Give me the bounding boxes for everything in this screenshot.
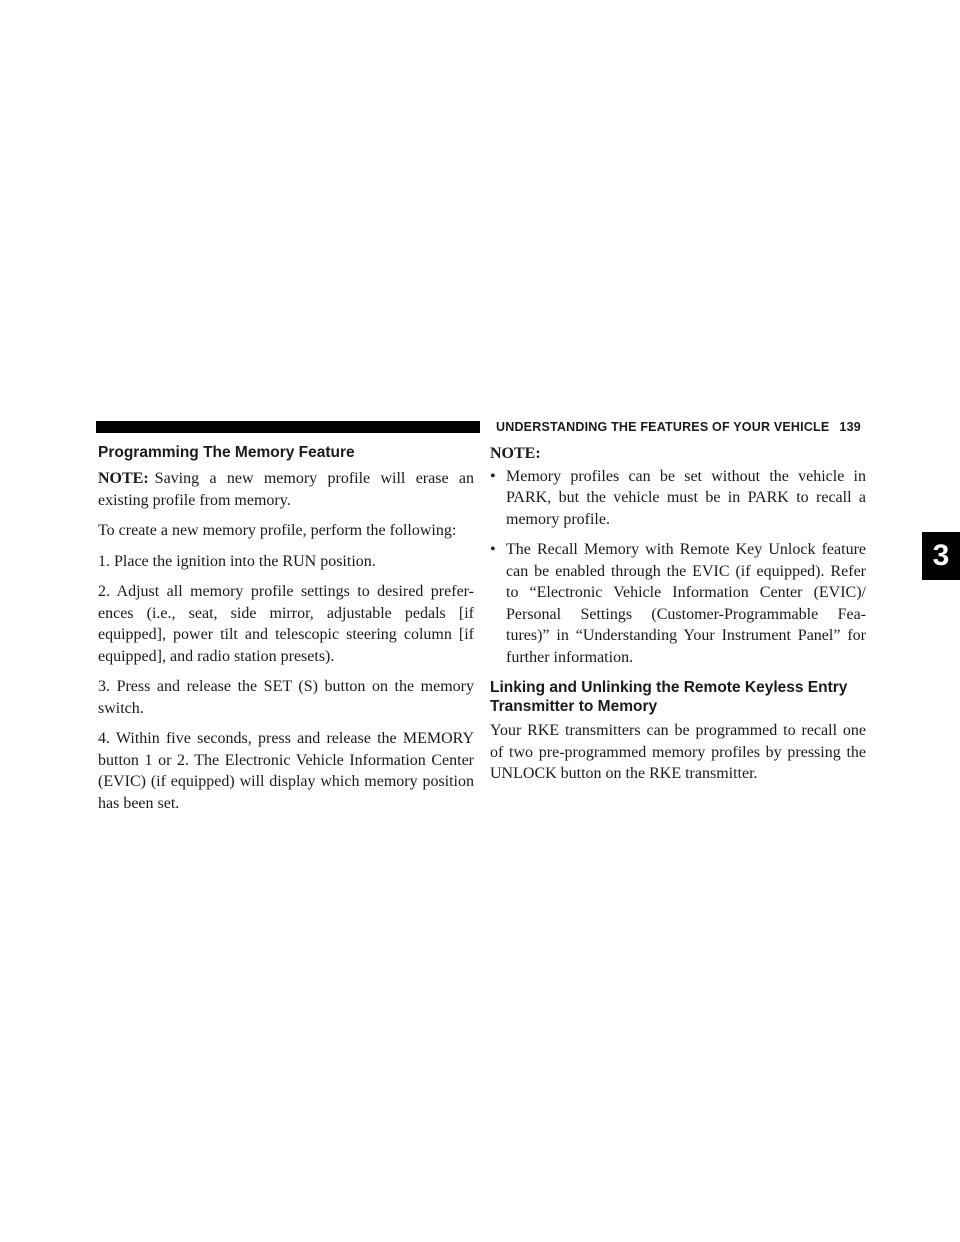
step-3: 3. Press and release the SET (S) button on the memory switch. <box>98 678 474 717</box>
bullet-icon: • <box>490 467 496 485</box>
intro-paragraph: To create a new memory profile, perform the following: <box>98 522 457 539</box>
note-list <box>490 466 866 669</box>
list-item <box>490 466 866 531</box>
right-column <box>490 443 866 794</box>
step-4: 4. Within five seconds, press and release the MEMORY button 1 or 2. The Electronic Vehicle Information Center (EVIC) (if equipped) will display which memory position has been set. <box>98 730 474 812</box>
step-1: 1. Place the ignition into the RUN position. <box>98 552 376 570</box>
page-number: 139 <box>839 420 861 434</box>
note-label: NOTE: <box>98 470 149 487</box>
bullet-icon: • <box>490 541 496 558</box>
note-paragraph <box>98 468 474 511</box>
bullet-text: The Recall Memory with Remote Key Unlock feature can be enabled through the EVIC (if equipped). Refer to “Electronic Vehicle Information Center (EVIC)/ Personal Settings (Customer-Programmable Fea- tures)” in “Understanding Your Instrument Panel” for further information. <box>506 541 866 666</box>
left-column <box>98 443 474 823</box>
step-2: 2. Adjust all memory profile settings to desired prefer- ences (i.e., seat, side mirror, adjustable pedals [if equipped], power tilt and telescopic steering column [if equipped], and radio station presets). <box>98 583 474 665</box>
running-header <box>496 419 866 435</box>
section-title: UNDERSTANDING THE FEATURES OF YOUR VEHICLE <box>496 420 830 434</box>
bullet-text: Memory profiles can be set without the vehicle in PARK, but the vehicle must be in PARK to recall a memory profile. <box>506 467 866 528</box>
chapter-tab: 3 <box>922 532 960 580</box>
note-heading: NOTE: <box>490 445 541 462</box>
section-heading: Programming The Memory Feature <box>98 444 355 461</box>
section-heading: Linking and Unlinking the Remote Keyless Entry Transmitter to Memory <box>490 679 848 715</box>
list-item <box>490 539 866 668</box>
note-text: Saving a new memory profile will erase an existing profile from memory. <box>98 470 474 509</box>
body-paragraph: Your RKE transmitters can be programmed to recall one of two pre-programmed memory profiles by pressing the UNLOCK button on the RKE transmitter. <box>490 722 866 782</box>
header-rule <box>96 421 480 433</box>
